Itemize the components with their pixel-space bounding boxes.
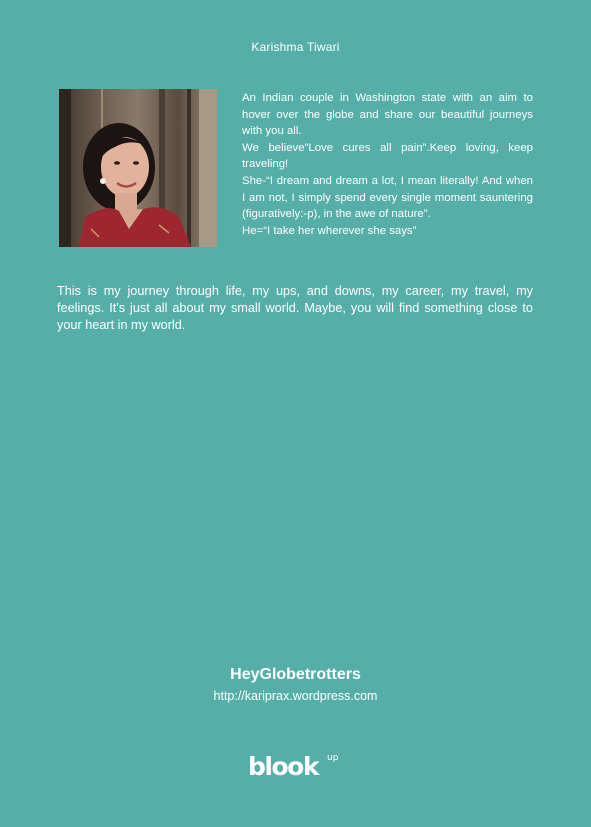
bio-paragraph: An Indian couple in Washington state with an aim to hover over the globe and share our beautiful journeys with you all. <box>242 92 533 138</box>
author-name: Karishma Tiwari <box>251 40 340 54</box>
logo-wordmark: blook <box>248 752 318 781</box>
blog-url[interactable]: http://kariprax.wordpress.com <box>213 689 378 703</box>
author-photo <box>59 89 217 247</box>
bio-paragraph: She-“I dream and dream a lot, I mean literally! And when I am not, I simply spend every single moment sauntering (figuratively:-p), in the awe of nature”. <box>242 174 533 221</box>
intro-paragraph: This is my journey through life, my ups, and downs, my career, my travel, my feelings. It's just all about my small world. Maybe, you will find something close to your heart in my world. <box>57 284 533 332</box>
bio-paragraph: We believe”Love cures all pain”.Keep loving, keep traveling! <box>242 141 533 171</box>
bio-text <box>242 90 533 239</box>
bio-paragraph: He=“I take her wherever she says” <box>242 224 417 237</box>
logo-superscript: up <box>327 753 339 763</box>
blog-title: HeyGlobetrotters <box>230 666 361 683</box>
blookup-logo <box>248 752 342 782</box>
author-photo-image <box>59 89 217 247</box>
